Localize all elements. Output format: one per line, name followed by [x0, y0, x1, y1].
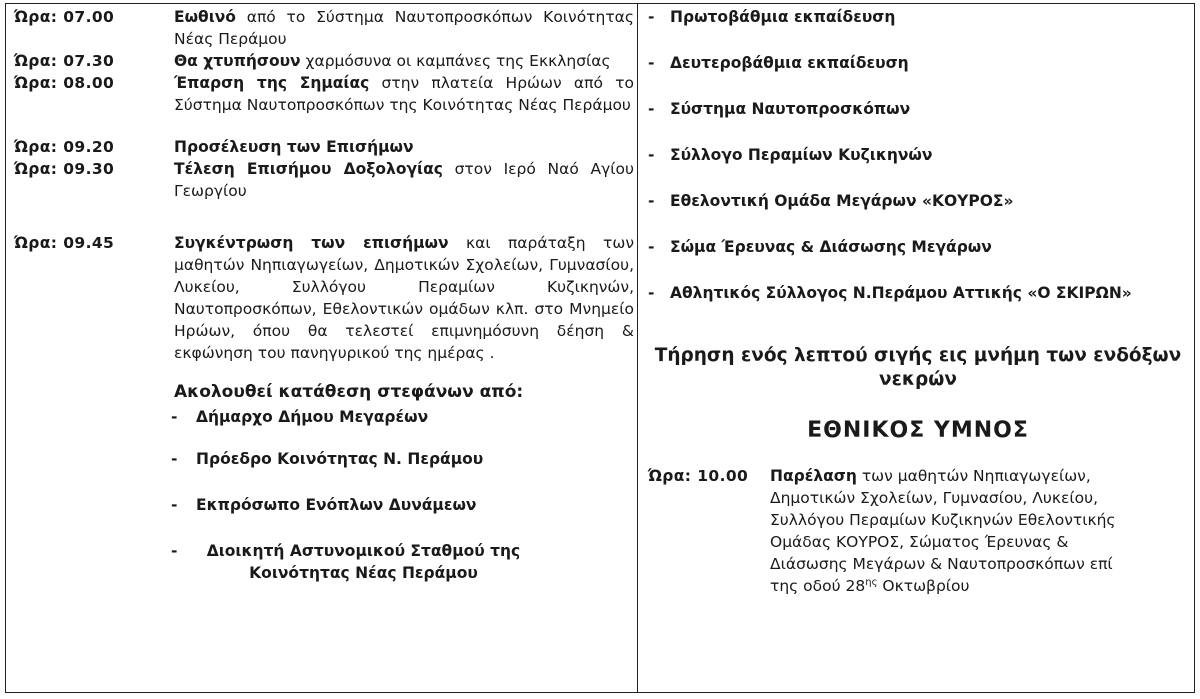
- entry-highlight: Έπαρση της Σημαίας: [174, 74, 370, 92]
- list-dash: -: [648, 8, 655, 26]
- minute-of-silence: Τήρηση ενός λεπτού σιγής εις μνήμη των ενδόξων νεκρών: [654, 345, 1182, 390]
- entry-time: Ώρα: 10.00: [648, 467, 749, 485]
- wreath-heading: Ακολουθεί κατάθεση στεφάνων από:: [174, 382, 524, 402]
- list-item: [171, 406, 634, 428]
- wreath-list: [171, 406, 634, 584]
- left-column: [14, 6, 634, 584]
- list-dash: -: [648, 238, 655, 256]
- column-divider: [637, 3, 638, 693]
- schedule-entry: [14, 72, 634, 116]
- entry-highlight: Παρέλαση: [770, 467, 857, 485]
- list-item: [648, 282, 1188, 304]
- list-item-text: Πρόεδρο Κοινότητας Ν. Περάμου: [196, 450, 484, 468]
- entry-highlight: Συγκέντρωση των επισήμων: [174, 234, 449, 252]
- schedule-entry: [14, 158, 634, 202]
- parade-entry: [648, 465, 1188, 597]
- entry-highlight: Τέλεση Επισήμου Δοξολογίας: [174, 160, 443, 178]
- national-anthem-heading: ΕΘΝΙΚΟΣ ΥΜΝΟΣ: [807, 418, 1029, 443]
- entry-highlight: Θα χτυπήσουν: [174, 52, 301, 70]
- list-dash: -: [171, 408, 178, 426]
- parade-date-month: Οκτωβρίου: [877, 577, 970, 595]
- list-dash: -: [171, 450, 178, 468]
- list-item: [648, 236, 1188, 258]
- list-dash: -: [648, 192, 655, 210]
- list-item-text: Δευτεροβάθμια εκπαίδευση: [670, 54, 909, 72]
- parade-date-suffix: ης: [865, 576, 878, 588]
- list-item: [648, 98, 1188, 120]
- list-item: [171, 494, 634, 516]
- list-item-text: Εθελοντική Ομάδα Μεγάρων «ΚΟΥΡΟΣ»: [670, 192, 1014, 210]
- list-item: [648, 6, 1188, 28]
- entry-text: και παράταξη των μαθητών Νηπιαγωγείων, Δημοτικών Σχολείων, Γυμνασίου, Λυκείου, Συλλόγου Περαμίων Κυζικηνών, Ναυτοπροσκόπων, Εθελοντικών ομάδων κλπ. στο Μνημείο Ηρώων, όπου θα τελεστεί επιμνημόσυνη δέηση & εκφώνηση του πανηγυρικού της ημέρας .: [174, 234, 634, 362]
- list-item-text: Διοικητή Αστυνομικού Σταθμού της Κοινότητας Νέας Περάμου: [206, 542, 521, 582]
- entry-highlight: Εωθινό: [174, 8, 236, 26]
- list-dash: -: [648, 284, 655, 302]
- list-item-text: Αθλητικός Σύλλογος Ν.Περάμου Αττικής «Ο ΣΚΙΡΩΝ»: [670, 284, 1132, 302]
- list-dash: -: [648, 100, 655, 118]
- schedule-entry: [14, 136, 634, 158]
- entry-time: Ώρα: 07.30: [14, 52, 115, 70]
- entry-text: χαρμόσυνα οι καμπάνες της Εκκλησίας: [300, 52, 611, 70]
- entry-description: [174, 136, 634, 158]
- entry-time: Ώρα: 09.30: [14, 160, 115, 178]
- schedule-entry: [14, 232, 634, 364]
- entry-text: στον Ιερό Ναό Αγίου Γεωργίου: [174, 160, 634, 200]
- entry-time: Ώρα: 07.00: [14, 8, 115, 26]
- list-dash: -: [171, 496, 178, 514]
- entry-description: [174, 50, 634, 72]
- list-dash: -: [171, 542, 178, 560]
- list-dash: -: [648, 146, 655, 164]
- list-item-text: Σύστημα Ναυτοπροσκόπων: [670, 100, 911, 118]
- entry-time: Ώρα: 08.00: [14, 74, 115, 92]
- list-item-text: Σώμα Έρευνας & Διάσωσης Μεγάρων: [670, 238, 992, 256]
- entry-description: [174, 6, 634, 50]
- entry-text: στην πλατεία Ηρώων από το Σύστημα Ναυτοπροσκόπων της Κοινότητας Νέας Περάμου: [174, 74, 634, 114]
- schedule-entry: [14, 50, 634, 72]
- entry-highlight: Προσέλευση των Επισήμων: [174, 138, 414, 156]
- list-item: [648, 52, 1188, 74]
- entry-time: Ώρα: 09.20: [14, 138, 115, 156]
- entry-description: [174, 232, 634, 364]
- list-item-text: Εκπρόσωπο Ενόπλων Δυνάμεων: [196, 496, 477, 514]
- list-item-text: Δήμαρχο Δήμου Μεγαρέων: [196, 408, 429, 426]
- parade-date-number: 28: [845, 577, 866, 595]
- entry-text: των μαθητών Νηπιαγωγείων, Δημοτικών Σχολείων, Γυμνασίου, Λυκείου, Συλλόγου Περαμίων Κυζικηνών Εθελοντικής Ομάδας ΚΟΥΡΟΣ, Σώματος Έρευνας & Διάσωσης Μεγάρων & Ναυτοπροσκόπων επί της οδού: [770, 467, 1116, 595]
- right-column: [648, 6, 1188, 597]
- participants-list: [648, 6, 1188, 304]
- list-item-text: Πρωτοβάθμια εκπαίδευση: [670, 8, 896, 26]
- list-item: [171, 448, 634, 470]
- entry-description: [174, 158, 634, 202]
- schedule-entry: [14, 6, 634, 50]
- list-item-text: Σύλλογο Περαμίων Κυζικηνών: [670, 146, 933, 164]
- list-item: [648, 190, 1188, 212]
- entry-description: [174, 72, 634, 116]
- list-dash: -: [648, 54, 655, 72]
- entry-description: [770, 465, 1140, 597]
- list-item: [171, 540, 531, 584]
- list-item: [648, 144, 1188, 166]
- entry-text: από το Σύστημα Ναυτοπροσκόπων Κοινότητας Νέας Περάμου: [174, 8, 634, 48]
- entry-time: Ώρα: 09.45: [14, 234, 115, 252]
